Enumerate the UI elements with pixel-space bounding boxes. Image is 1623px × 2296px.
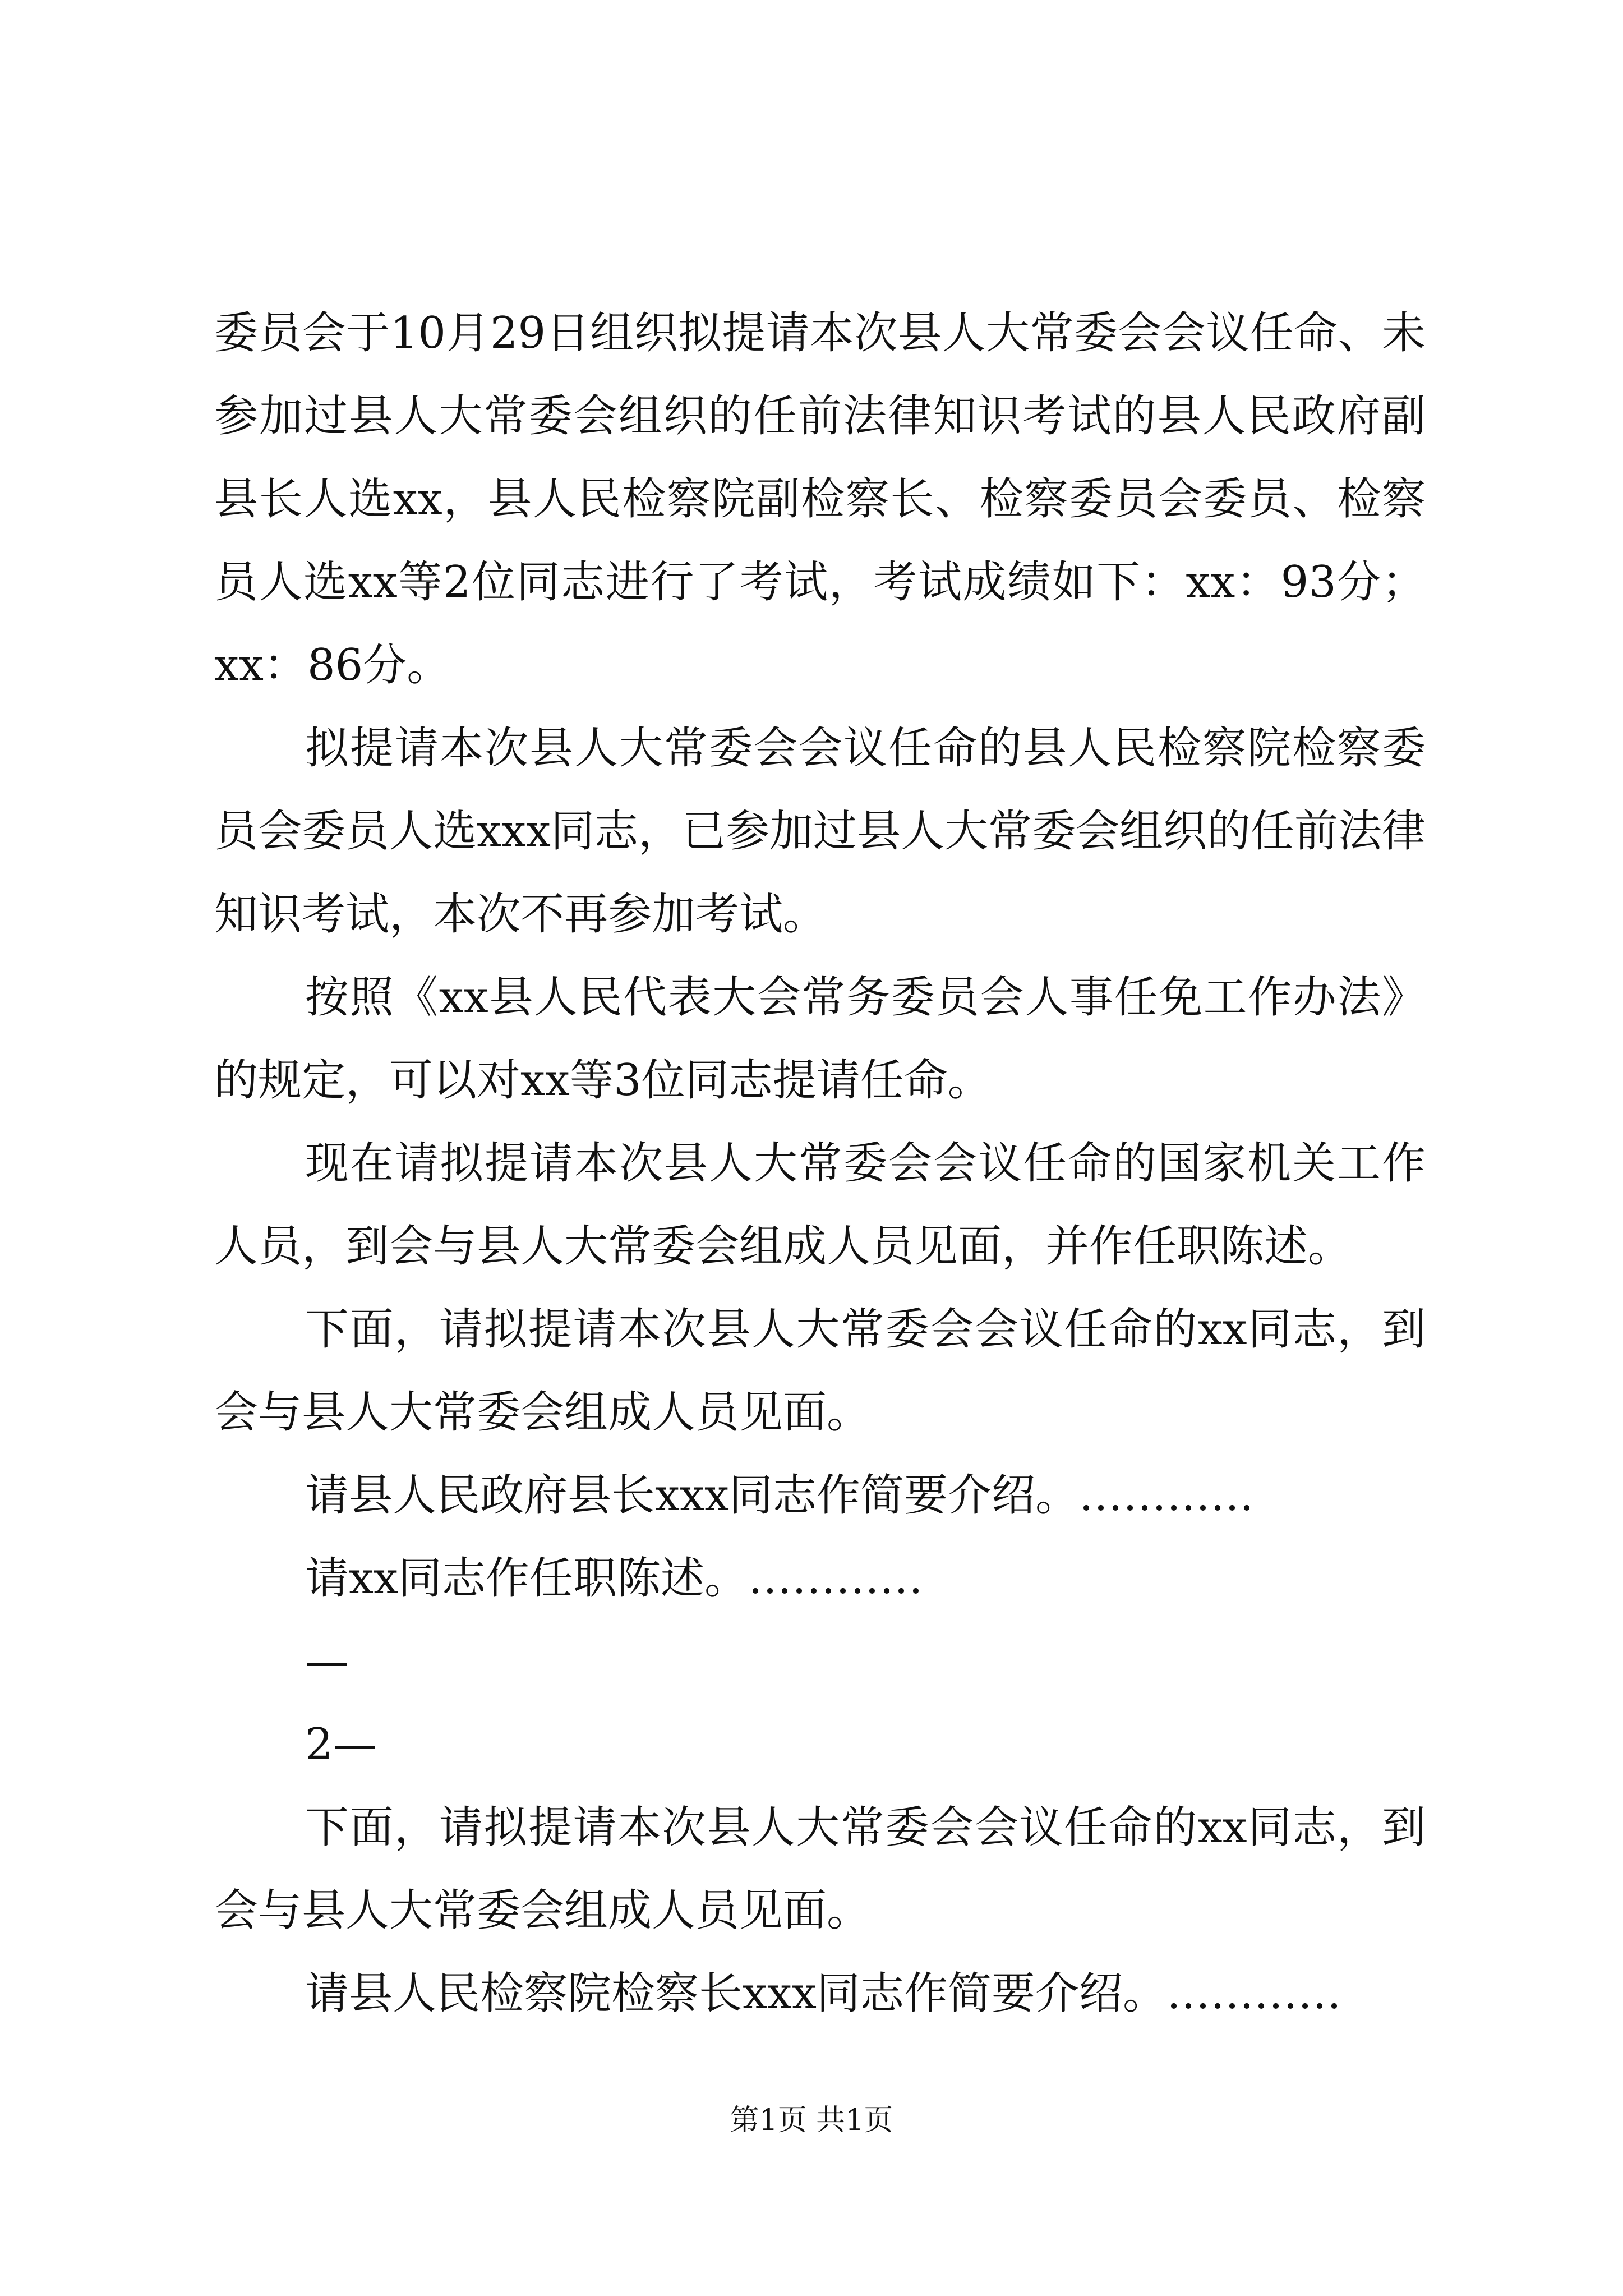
text-line: 下面，请拟提请本次县人大常委会会议任命的xx同志，到 [305, 1304, 1426, 1355]
text-line: 知识考试，本次不再参加考试。 [214, 889, 827, 940]
text-line: — [305, 1636, 349, 1687]
text-line: 委员会于10月29日组织拟提请本次县人大常委会会议任命、未 [214, 308, 1426, 358]
text-line: 按照《xx县人民代表大会常务委员会人事任免工作办法》 [305, 972, 1426, 1023]
text-line: 拟提请本次县人大常委会会议任命的县人民检察院检察委 [305, 723, 1426, 774]
text-line: 请县人民检察院检察长xxx同志作简要介绍。………… [305, 1968, 1341, 2019]
text-line: xx：86分。 [214, 640, 451, 691]
text-line: 下面，请拟提请本次县人大常委会会议任命的xx同志，到 [305, 1802, 1426, 1853]
text-line: 参加过县人大常委会组织的任前法律知识考试的县人民政府副 [214, 391, 1426, 441]
text-line: 会与县人大常委会组成人员见面。 [214, 1885, 871, 1936]
text-line: 请县人民政府县长xxx同志作简要介绍。………… [305, 1470, 1254, 1521]
text-line: 现在请拟提请本次县人大常委会会议任命的国家机关工作 [305, 1138, 1426, 1189]
page-footer [0, 2098, 1623, 2143]
text-line: 请xx同志作任职陈述。………… [305, 1553, 923, 1604]
text-line: 会与县人大常委会组成人员见面。 [214, 1387, 871, 1438]
text-line: 人员，到会与县人大常委会组成人员见面，并作任职陈述。 [214, 1221, 1352, 1272]
text-line: 2— [305, 1719, 377, 1770]
document-body [214, 292, 1426, 2035]
page-number-label: 第1页 共1页 [730, 2104, 893, 2137]
text-line: 的规定，可以对xx等3位同志提请任命。 [214, 1055, 992, 1106]
text-line: 员会委员人选xxx同志，已参加过县人大常委会组织的任前法律 [214, 806, 1426, 857]
text-line: 员人选xx等2位同志进行了考试，考试成绩如下：xx：93分； [214, 557, 1426, 608]
text-line: 县长人选xx，县人民检察院副检察长、检察委员会委员、检察 [214, 474, 1426, 524]
